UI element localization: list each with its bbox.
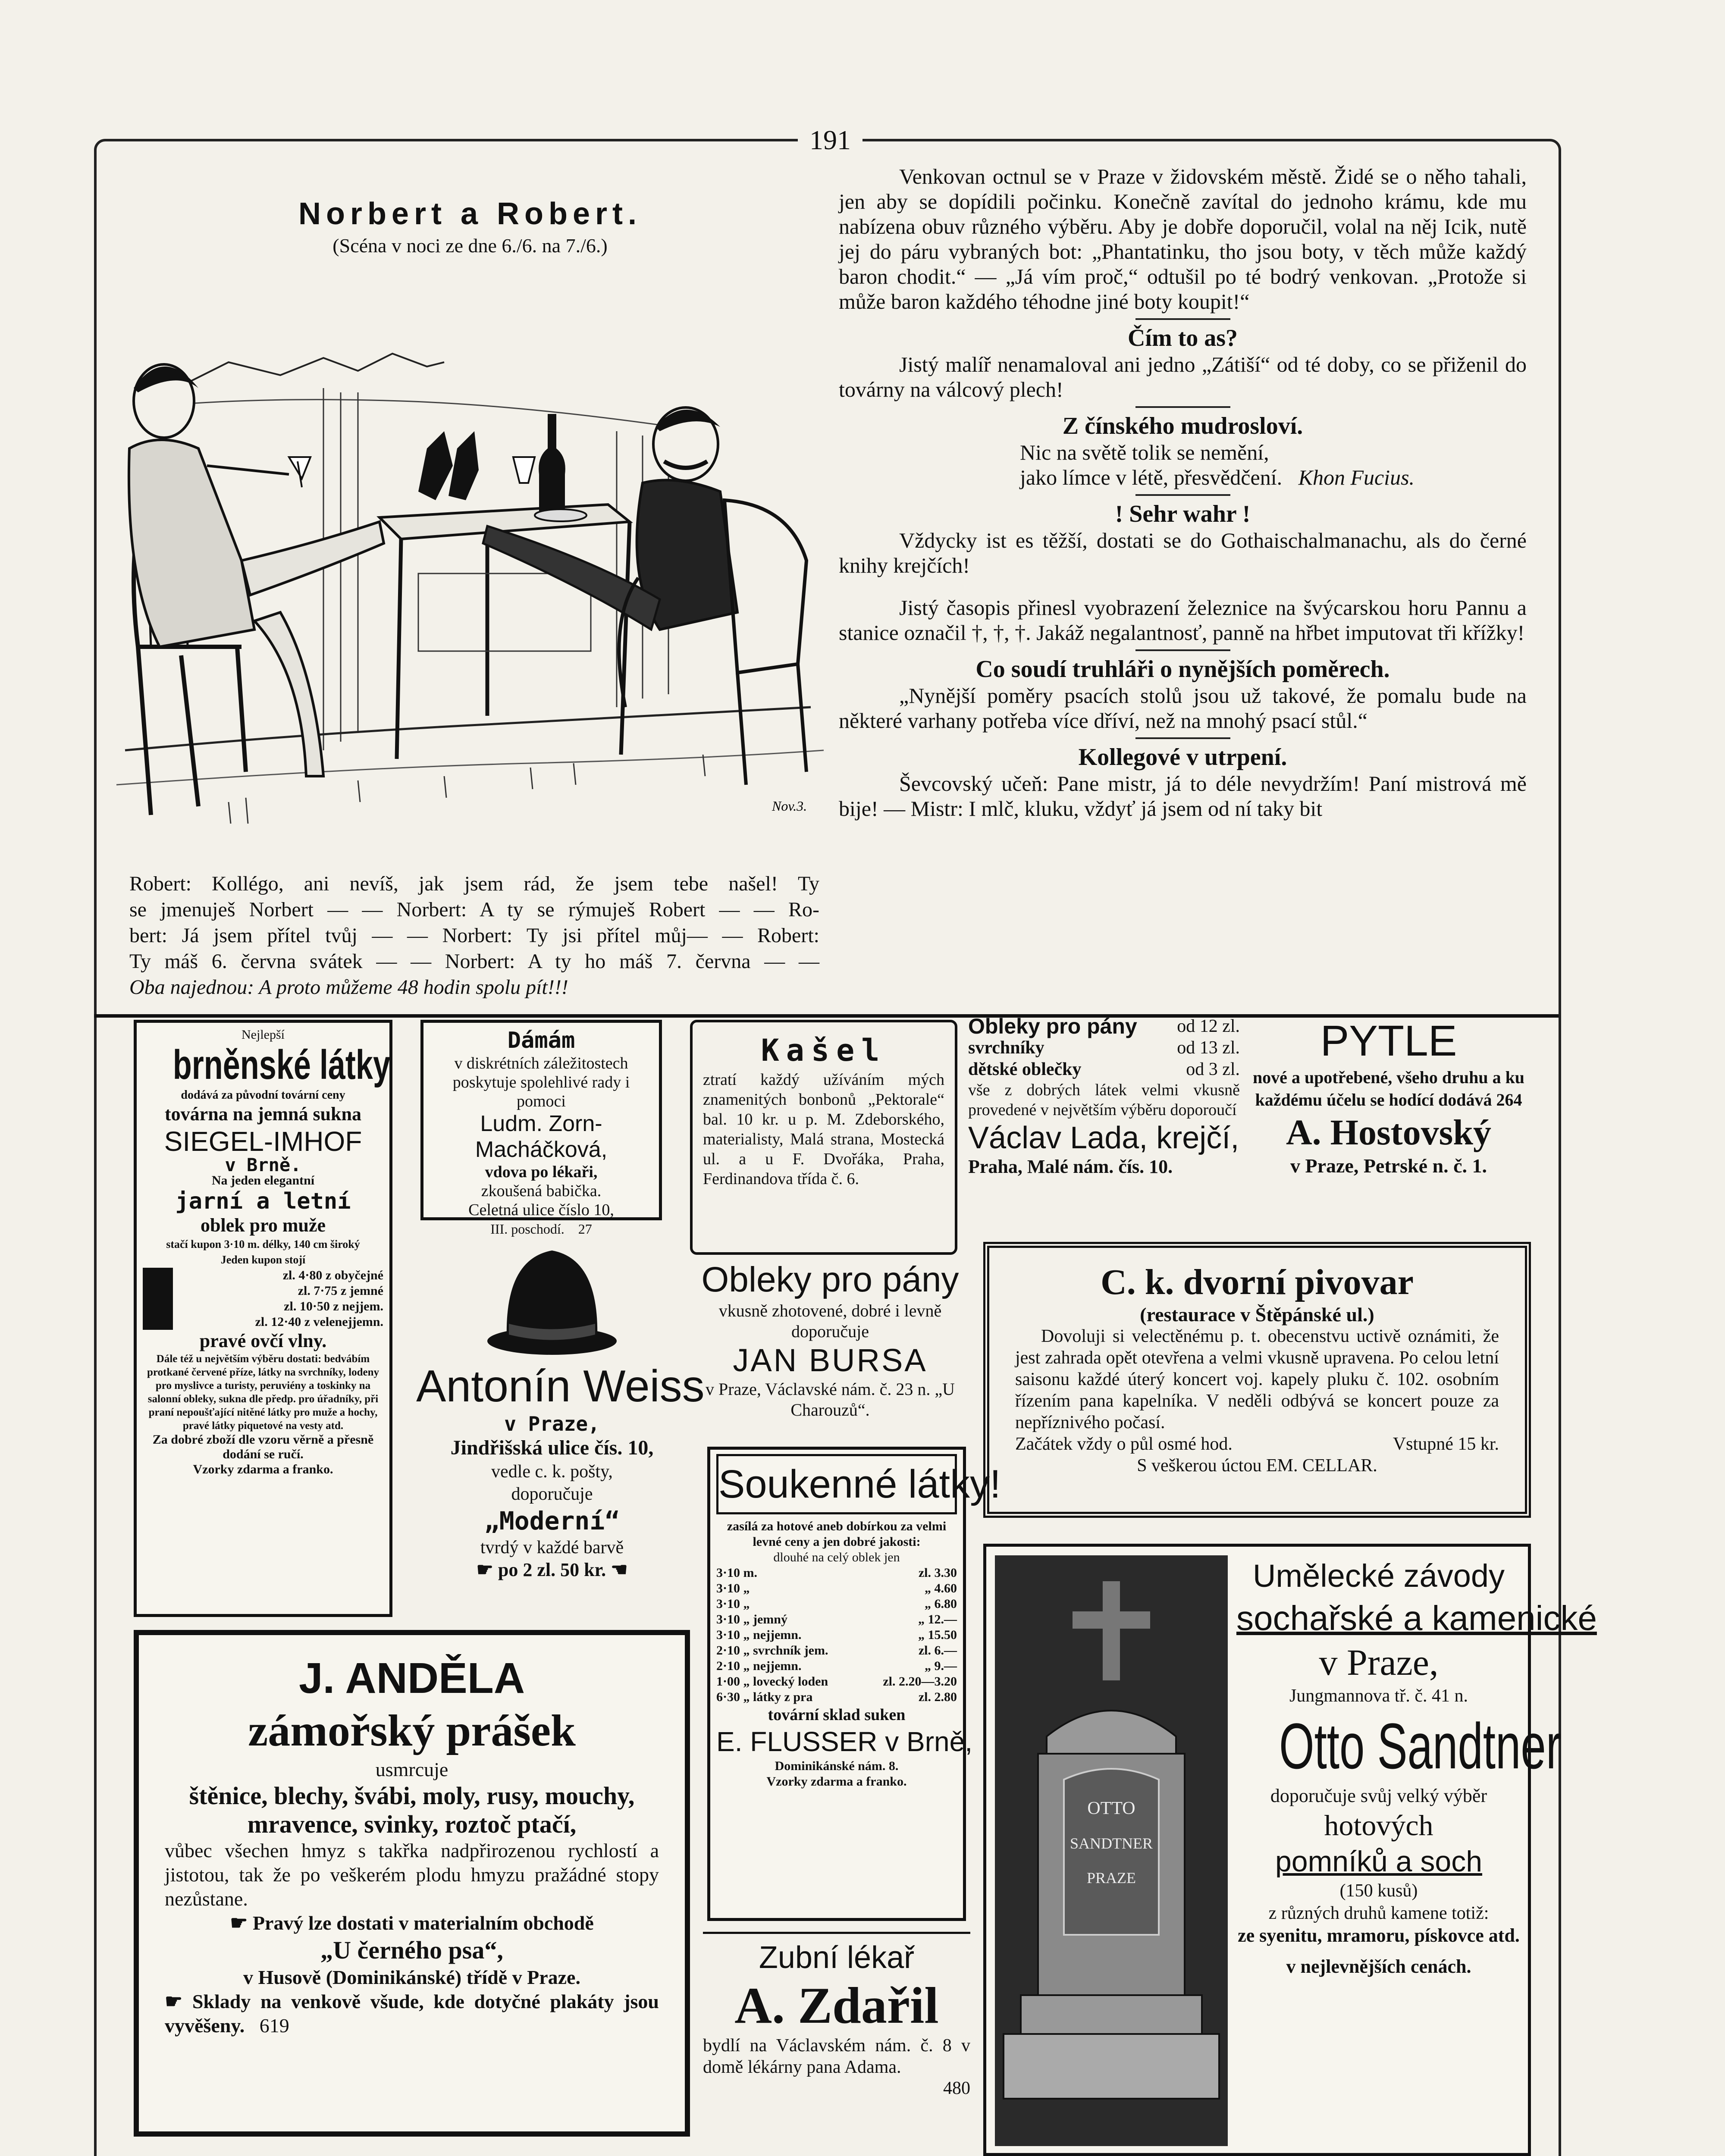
andela-t4: v Husově (Dominikánské) třídě v Praze. [243,1966,580,1988]
price-row-value: „ 6.80 [925,1597,957,1611]
dialog-line: Robert: Kollégo, ani nevíš, jak jsem rád, že jsem tebe našel! Ty [129,872,819,895]
price-row-value: „ 4.60 [925,1581,957,1595]
siegel-price: zl. 4·80 z obyčejné [143,1268,383,1283]
siegel-l10: Za dobré zboží dle vzoru věrně a přesně dodání se ručí. [152,1432,374,1461]
sandtner-t9: z různých druhů kamene totiž: [1268,1903,1489,1923]
siegel-l8: pravé ovčí vlny. [199,1330,327,1351]
pointing-hand-icon: ☛ [476,1559,493,1580]
ad-pytle [1251,1015,1527,1231]
weiss-product: „Moderní“ [484,1506,620,1536]
pivovar-text: Dovoluji si velectěnému p. t. obecenstvu uctivě oznámiti, že jest zahrada opět otevřena a velmi vkusně upravena. Po celou letní saisonu každé úterý koncert voj. kapely pluku č. 102. osobním řízením pana kapelníka. V neděli odbývá se koncert pouze za nepříznivého počasí. [1015,1326,1499,1432]
pivovar-t2: Vstupné 15 kr. [1393,1434,1499,1454]
norbert-title: Norbert a Robert. [298,197,642,231]
lada-name: Václav Lada, krejčí, [968,1121,1239,1155]
price-row [716,1581,957,1596]
siegel-price: zl. 7·75 z jemné [143,1283,383,1299]
lada-row-label: dětské oblečky [968,1059,1082,1079]
bursa-name: JAN BURSA [733,1342,928,1378]
pointing-hand-icon: ☛ [230,1912,248,1934]
zdaril-name: A. Zdařil [734,1977,939,2034]
soukenne-title: Soukenné látky! [718,1462,1001,1506]
siegel-l5: oblek pro muže [200,1215,326,1236]
lada-row-price: od 13 zl. [1177,1038,1240,1058]
price-row [716,1689,957,1705]
price-row-value: zl. 3.30 [918,1566,957,1580]
soukenne-price-list [716,1565,957,1705]
zdaril-title: Zubní lékař [759,1940,915,1975]
bursa-title: Obleky pro pány [701,1260,959,1299]
cinsk-line1: Nic na světě tolik se nemění, [1020,440,1269,464]
truhlari-title: Co soudí truhláři o nynějších poměrech. [975,656,1390,683]
lada-text: vše z dobrých látek velmi vkusně provedené v největším výběru doporoučí [968,1081,1240,1119]
sandtner-t8: (150 kusů) [1339,1881,1418,1901]
damam-t3: zkoušená babička. [481,1182,602,1200]
anecdotes-column [839,164,1527,821]
siegel-l9: Dále též u největším výběru dostati: bedvábím protkané červené příze, látky na svrchníky, lodeny pro myslivce a turisty, peruviény a toskinky na salonní obleky, sukna dle předp. pro úřadníky, při praní nepoušťající nitěné látky pro muže a hochy, pravé látky piquetové na vesty atd. [147,1353,379,1432]
lada-row-label: Obleky pro pány [968,1014,1137,1038]
soukenne-t2: dlouhé na celý oblek jen [773,1550,900,1564]
andela-product: zámořský prášek [248,1706,576,1755]
soukenne-name: E. FLUSSER v Brně, [716,1726,972,1757]
price-row [716,1658,957,1674]
price-row [716,1643,957,1658]
kolleg-text: Ševcovský učeň: Pane mistr, já to déle nevydržím! Paní mistrová mě bije! — Mistr: I mlč, kluku, vždyť já jsem od ní taky bit [839,771,1527,821]
pointing-hand-icon: ☛ [165,1990,183,2012]
andela-shop: „U černého psa“, [320,1936,503,1964]
damam-name: Ludm. Zorn-Macháčková, [475,1111,608,1162]
price-row-value: zl. 2.80 [918,1690,957,1704]
pivovar-sub: (restaurace v Štěpánské ul.) [1140,1304,1374,1326]
artist-signature: Nov.3. [772,798,807,814]
page-number: 191 [798,124,862,156]
siegel-price: zl. 12·40 z velenejjemn. [143,1314,383,1330]
ad-pivovar [983,1242,1531,1518]
andela-pests: štěnice, blechy, švábi, moly, rusy, mouchy, mravence, svinky, roztoč ptačí, [189,1782,635,1838]
dialog-line: se jmenuješ Norbert — — Norbert: A ty se rýmuješ Robert — — Ro- [129,898,819,921]
sandtner-t3: v Praze, [1319,1642,1439,1683]
lada-row-label: svrchníky [968,1038,1044,1058]
drinking-illustration [99,319,832,841]
sandtner-t1: Umělecké závody [1252,1558,1505,1594]
norbert-subtitle: (Scéna v noci ze dne 6./6. na 7./6.) [332,235,608,257]
pivovar-t1: Začátek vždy o půl osmé hod. [1015,1434,1233,1454]
price-row-item: 3·10 „ nejjemn. [716,1628,802,1642]
kolleg-title: Kollegové v utrpení. [1078,744,1287,771]
lada-addr: Praha, Malé nám. čís. 10. [968,1156,1173,1177]
pointing-hand-icon: ☚ [611,1559,628,1580]
price-row-value: „ 9.— [925,1659,957,1673]
soukenne-t5: Vzorky zdarma a franko. [766,1774,907,1789]
sandtner-t2: sochařské a kamenické [1236,1599,1597,1637]
siegel-l2: továrna na jemná sukna [165,1103,361,1125]
kasel-title: Kašel [761,1033,887,1068]
weiss-t3: tvrdý v každé barvě [480,1538,624,1557]
damam-num: 27 [578,1221,592,1237]
siegel-top: Nejlepší [242,1028,285,1042]
sandtner-t6: hotových [1324,1809,1433,1842]
bursa-t1: vkusně zhotovené, dobré i levně doporučuje [718,1301,942,1341]
divider [1135,406,1230,408]
stone-text: PRAZE [1086,1869,1136,1887]
siegel-name: SIEGEL-IMHOF [164,1126,362,1157]
ad-lada [968,1015,1240,1227]
price-row-value: zl. 2.20—3.20 [883,1674,957,1689]
divider [1135,649,1230,651]
price-row-value: „ 15.50 [918,1628,957,1642]
andela-num: 619 [259,2015,289,2037]
dialog-line: bert: Já jsem přítel tvůj — — Norbert: Ty jsi přítel můj— — Robert: [129,924,819,947]
cinsk-line2: jako límce v létě, přesvědčení. Khon Fucius. [1020,465,1415,489]
norbert-dialog [129,871,819,1000]
pivovar-title: C. k. dvorní pivovar [1101,1262,1414,1302]
siegel-l6: stačí kupon 3·10 m. délky, 140 cm široký [166,1238,360,1250]
price-row-item: 3·10 „ [716,1581,750,1595]
bowler-hat-icon [483,1242,621,1358]
venkovan-text: Venkovan octnul se v Praze v židovském městě. Židé se o něho tahali, jen aby se dopídili počinku. Konečně zavítal do jednoho krámu, kde mu nabízena obuv různého výběru. Aby je dobře doporučil, volal na něj Icik, nutě jej do páru vybraných bot: „Phantatinku, tho jsou boty, v těch může každý baron chodit.“ — „Já vím proč,“ odtušil po té bodrý venkovan. „Protože si může baron každého téhodne jiné boty koupit!“ [839,164,1527,313]
soukenne-t1: zasílá za hotové aneb dobírkou za velmi levné ceny a jen dobré jakosti: [727,1519,947,1549]
ad-weiss [416,1242,705,1630]
ad-sandtner [983,1544,1597,2156]
lada-row-price: od 3 zl. [1186,1059,1240,1079]
pytle-name: A. Hostovský [1286,1112,1492,1153]
weiss-price: po 2 zl. 50 kr. [498,1559,606,1580]
weiss-street: Jindřišská ulice čís. 10, [450,1436,654,1459]
price-row [716,1596,957,1612]
damam-t1: v diskrétních záležitostech poskytuje spolehlivé rady i pomoci [452,1054,630,1110]
price-row-item: 1·00 „ lovecký loden [716,1674,828,1689]
soukenne-t3: tovární sklad suken [768,1706,906,1724]
weiss-city: v Praze, [504,1412,600,1435]
sandtner-t11: v nejlevnějších cenách. [1286,1956,1471,1977]
weiss-name: Antonín Weiss [416,1361,705,1411]
ad-zdaril [703,1932,970,2139]
siegel-l1: dodává za původní tovární ceny [181,1088,345,1102]
price-row-item: 3·10 „ jemný [716,1612,787,1626]
zdaril-num: 480 [943,2078,970,2098]
divider [703,1932,970,1934]
cinsk-title: Z čínského mudrosloví. [1062,413,1303,439]
siegel-l4: jarní a letní [175,1188,351,1214]
soukenne-t4: Dominikánské nám. 8. [775,1759,899,1773]
norbert-section [104,196,837,257]
sandtner-t7: pomníků a soch [1275,1845,1483,1878]
sehr-title: ! Sehr wahr ! [1115,501,1251,527]
ad-bursa [696,1259,964,1427]
siegel-big: brněnské látky [172,1042,390,1088]
siegel-city: v Brně. [225,1154,301,1175]
dialog-line: Oba najednou: A proto můžeme 48 hodin spolu pít!!! [129,976,568,999]
lada-row-price: od 12 zl. [1177,1016,1240,1036]
ad-soukenne [707,1447,1001,1921]
damam-t5: III. poschodí. [490,1221,565,1237]
truhlari-text: „Nynější poměry psacích stolů jsou už takové, že pomalu bude na některé varhany potřeba více dříví, než na mnohý psací stůl.“ [839,683,1527,733]
siegel-l7: Jeden kupon stojí [220,1253,306,1266]
cim-title: Čím to as? [1127,325,1238,351]
andela-t5: Sklady na venkově všude, kde dotyčné plakáty jsou vyvěšeny. [165,1990,659,2037]
ad-andela [134,1630,690,2137]
sandtner-t4: Jungmannova tř. č. 41 n. [1289,1686,1468,1706]
andela-t1: usmrcuje [375,1758,448,1780]
price-row-item: 2·10 „ nejjemn. [716,1659,802,1673]
andela-t2: vůbec všechen hmyz s takřka nadpřirozenou rychlostí a jistotou, tak že po veškerém plodu hmyzu pražádné stopy nezůstane. [165,1839,659,1910]
weiss-t2: doporučuje [511,1484,593,1504]
divider [1135,318,1230,320]
price-row-item: 3·10 m. [716,1566,757,1580]
price-row-item: 2·10 „ svrchník jem. [716,1643,828,1658]
price-row-item: 3·10 „ [716,1597,750,1611]
bursa-addr: v Praze, Václavské nám. č. 23 n. „U Charouzů“. [706,1379,955,1420]
soukenne-title-box [716,1454,1001,1514]
casopis-text: Jistý časopis přinesl vyobrazení železnice na švýcarskou horu Pannu a stanice označil †, †, †. Jakáž negalantnosť, panně na hřbet imputovat tři křížky! [839,595,1527,645]
damam-t2: vdova po lékaři, [485,1163,598,1181]
siegel-l11: Vzorky zdarma a franko. [193,1462,333,1476]
andela-t3: Pravý lze dostati v materialním obchodě [252,1912,594,1934]
ad-kasel [690,1020,957,1255]
damam-t4: Celetná ulice číslo 10, [468,1201,614,1219]
price-row [716,1627,957,1643]
price-row-value: „ 12.— [918,1612,957,1626]
zdaril-t1: bydlí na Václavském nám. č. 8 v domě lékárny pana Adama. [703,2036,970,2077]
ad-siegel-imhof [134,1020,392,1617]
pytle-addr: v Praze, Petrské n. č. 1. [1290,1155,1487,1177]
stone-text: SANDTNER [1070,1835,1153,1852]
tombstone-illustration [995,1555,1228,2146]
cinsk-author: Khon Fucius. [1298,465,1415,489]
kasel-text: ztratí každý užíváním mých znamenitých bonbonů „Pektorale“ bal. 10 kr. u p. M. Zdeborského, materialisty, Malá strana, Mostecká ul. a u F. Dvořáka, Praha, Ferdinandova třída č. 6. [703,1071,944,1188]
stone-text: OTTO [1087,1799,1135,1818]
pytle-t1: nové a upotřebené, všeho druhu a ku každému účelu se hodící dodává [1252,1068,1525,1109]
pytle-title: PYTLE [1320,1017,1457,1065]
price-row [716,1565,957,1581]
ad-damam [420,1020,662,1237]
price-row [716,1612,957,1627]
siegel-price: zl. 10·50 z nejjem. [143,1299,383,1314]
price-row [716,1674,957,1689]
cim-text: Jistý malíř nenamaloval ani jedno „Zátiší“ od té doby, co se přiženil do továrny na válcový plech! [839,352,1527,401]
price-row-value: zl. 6.— [918,1643,957,1658]
sandtner-text [1236,1555,1597,1978]
andela-name: J. ANDĚLA [298,1654,525,1702]
pivovar-t3: S veškerou úctou EM. CELLAR. [1137,1456,1377,1476]
sehr-text: Vždycky ist es těžší, dostati se do Gothaischalmanachu, als do černé knihy krejčích! [839,528,1527,577]
sandtner-t10: ze syenitu, mramoru, pískovce atd. [1238,1925,1520,1946]
divider [1135,494,1230,496]
dialog-line: Ty máš 6. června svátek — — Norbert: A ty ho máš 7. června — — [129,950,819,973]
siegel-l3: Na jeden elegantní [211,1173,315,1188]
weiss-t1: vedle c. k. pošty, [491,1462,613,1482]
divider [1135,737,1230,739]
damam-title: Dámám [507,1028,575,1053]
price-row-item: 6·30 „ látky z pra [716,1690,813,1704]
sandtner-name: Otto Sandtner [1279,1710,1561,1782]
sandtner-t5: doporučuje svůj velký výběr [1270,1785,1487,1806]
pytle-num: 264 [1496,1090,1522,1109]
